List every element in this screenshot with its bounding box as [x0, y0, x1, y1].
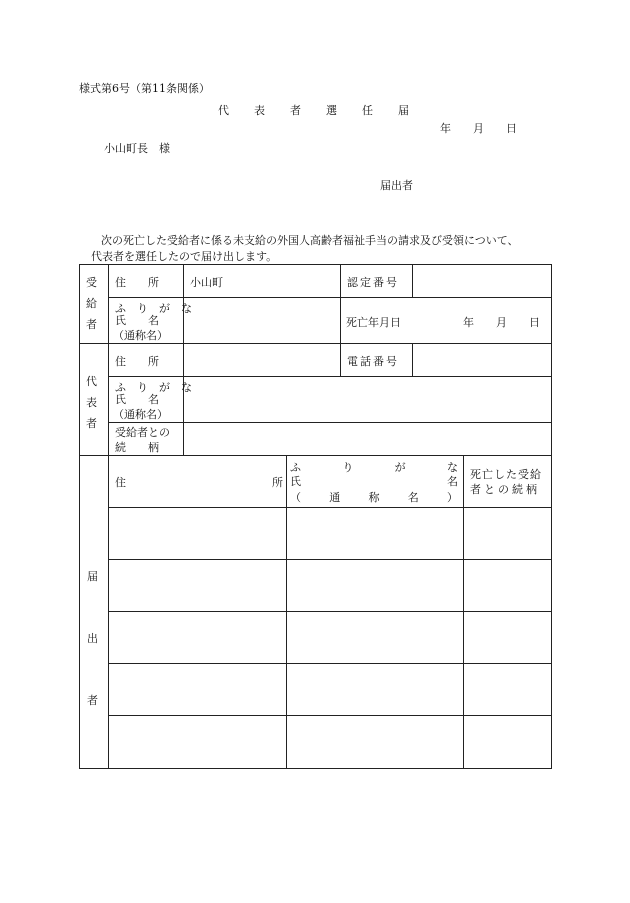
representative-furigana-label: ふ り が な	[115, 381, 192, 394]
recipient-death-date-label: 死亡年月日	[346, 316, 401, 329]
submitter-4-name-field[interactable]	[290, 668, 460, 710]
representative-address-label: 住 所	[115, 355, 159, 368]
submitters-col-relation-2: 者との続柄	[470, 483, 540, 496]
recipient-cert-no-field[interactable]	[416, 274, 548, 294]
recipient-alias-label: （通称名）	[113, 329, 168, 342]
representative-relation-label-2: 続 柄	[115, 441, 159, 454]
submitter-label: 届出者	[380, 179, 413, 192]
recipient-death-date-field[interactable]: 年 月 日	[463, 316, 540, 329]
representative-section-label: 代表者	[86, 375, 97, 430]
recipient-address-label: 住 所	[115, 276, 159, 289]
representative-alias-label: （通称名）	[113, 408, 168, 421]
submitters-col-alias: （ 通 称 名 ）	[290, 491, 458, 504]
representative-address-field[interactable]	[188, 353, 336, 371]
submitter-2-address-field[interactable]	[112, 564, 282, 606]
recipient-name-label: 氏 名	[115, 314, 159, 327]
submitter-5-name-field[interactable]	[290, 720, 460, 764]
intro-line-1: 次の死亡した受給者に係る未支給の外国人高齢者福祉手当の請求及び受領について、	[101, 234, 519, 247]
submitter-5-relation-field[interactable]	[467, 720, 547, 764]
submitter-4-relation-field[interactable]	[467, 668, 547, 710]
representative-name-field[interactable]	[188, 390, 546, 414]
form-title: 代 表 者 選 任 届	[218, 104, 410, 117]
submitters-col-name: 氏 名	[290, 475, 458, 488]
representative-phone-field[interactable]	[416, 353, 548, 371]
submitters-col-furigana: ふ り が な	[290, 461, 458, 474]
recipient-address-field[interactable]: 小山町	[190, 276, 223, 289]
addressee: 小山町長 様	[104, 142, 170, 155]
recipient-furigana-label: ふ り が な	[115, 302, 192, 315]
representative-relation-label-1: 受給者との	[115, 426, 170, 439]
submitter-5-address-field[interactable]	[112, 720, 282, 764]
representative-phone-label: 電話番号	[347, 355, 399, 368]
recipient-cert-no-label: 認定番号	[347, 276, 399, 289]
submitters-col-address: 住 所	[115, 476, 283, 489]
intro-line-2: 代表者を選任したので届け出します。	[91, 250, 278, 263]
representative-relation-field[interactable]	[188, 428, 546, 450]
date-line[interactable]: 年 月 日	[440, 122, 517, 135]
recipient-section-label: 受給者	[86, 276, 97, 331]
submitter-4-address-field[interactable]	[112, 668, 282, 710]
submitter-1-relation-field[interactable]	[467, 512, 547, 554]
submitter-1-name-field[interactable]	[290, 512, 460, 554]
submitter-2-name-field[interactable]	[290, 564, 460, 606]
submitters-section-label: 届出者	[87, 570, 98, 707]
submitter-3-name-field[interactable]	[290, 616, 460, 658]
submitter-3-address-field[interactable]	[112, 616, 282, 658]
submitter-3-relation-field[interactable]	[467, 616, 547, 658]
submitters-col-relation-1: 死亡した受給	[470, 468, 542, 481]
form-number: 様式第6号（第11条関係）	[79, 82, 210, 95]
submitter-2-relation-field[interactable]	[467, 564, 547, 606]
representative-name-label: 氏 名	[115, 393, 159, 406]
submitter-1-address-field[interactable]	[112, 512, 282, 554]
recipient-name-field[interactable]	[188, 312, 336, 332]
